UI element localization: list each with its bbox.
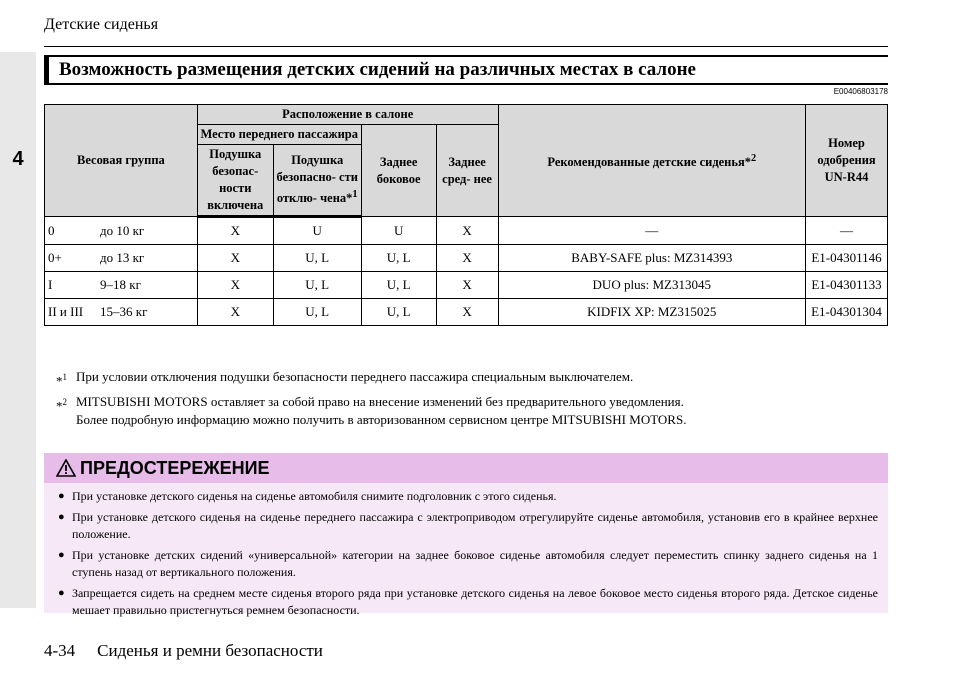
header-airbag-on: Подушка безопас- ности включена: [197, 145, 273, 217]
footnote-text: Более подробную информацию можно получить в авторизованном сервисном центре MITSUBISHI MOTORS.: [76, 412, 687, 428]
header-weight-group: Весовая группа: [45, 105, 198, 217]
rear-side-cell: U, L: [361, 272, 436, 299]
rear-center-cell: X: [436, 245, 498, 272]
header-front-seat: Место переднего пассажира: [197, 125, 361, 145]
bullet-icon: ●: [58, 511, 65, 523]
warning-header: [44, 453, 888, 483]
warning-box: [44, 453, 888, 617]
child-seat-placement-table: [44, 104, 888, 326]
rear-side-cell: U, L: [361, 245, 436, 272]
recommended-cell: KIDFIX XP: MZ315025: [498, 299, 805, 326]
recommended-cell: —: [498, 217, 805, 245]
table-row: [45, 272, 888, 299]
airbag-off-cell: U: [273, 217, 361, 245]
footnote-mark: *$^1$: [56, 372, 67, 389]
document-code: E00406803178: [833, 87, 888, 96]
page-number: 4-34: [44, 641, 76, 660]
list-item: ● При установке детского сиденья на сиденье автомобиля снимите подголовник с этого сиденья.: [58, 489, 557, 503]
footnote-1: [56, 368, 886, 390]
header-recommended: Рекомендованные детские сиденья*$^2$: [498, 105, 805, 217]
weight-group-cell: 0+ до 13 кг: [45, 245, 198, 272]
bullet-icon: ●: [58, 549, 65, 561]
airbag-off-cell: U, L: [273, 245, 361, 272]
header-approval: Номер одобрения UN-R44: [806, 105, 888, 217]
airbag-off-cell: U, L: [273, 299, 361, 326]
running-head: Детские сиденья: [44, 16, 159, 33]
airbag-off-cell: U, L: [273, 272, 361, 299]
footnote-mark: *$^2$: [56, 397, 67, 414]
airbag-on-cell: X: [197, 272, 273, 299]
header-location: Расположение в салоне: [197, 105, 498, 125]
list-item: ● При установке детского сиденья на сиденье переднего пассажира с электроприводом отрегулируйте сиденье автомобиля, установив его в крайнее верхнее положение.: [58, 510, 878, 541]
footer-section-title: Сиденья и ремни безопасности: [97, 641, 323, 660]
bullet-icon: ●: [58, 587, 65, 599]
weight-group-cell: II и III 15–36 кг: [45, 299, 198, 326]
approval-cell: E1-04301133: [806, 272, 888, 299]
page-footer: [44, 641, 323, 661]
approval-cell: E1-04301304: [806, 299, 888, 326]
airbag-on-cell: X: [197, 245, 273, 272]
approval-cell: —: [806, 217, 888, 245]
warning-list: [44, 483, 888, 619]
chapter-side-tab: [0, 52, 36, 608]
footnote-text: MITSUBISHI MOTORS оставляет за собой право на внесение изменений без предварительного уведомления.: [76, 394, 684, 410]
warning-title: ПРЕДОСТЕРЕЖЕНИЕ: [80, 457, 270, 478]
chapter-number: 4: [12, 148, 24, 170]
rear-side-cell: U, L: [361, 299, 436, 326]
recommended-cell: DUO plus: MZ313045: [498, 272, 805, 299]
approval-cell: E1-04301146: [806, 245, 888, 272]
header-rule: [44, 46, 888, 47]
footnotes: [56, 368, 886, 432]
table-row: [45, 217, 888, 245]
rear-center-cell: X: [436, 272, 498, 299]
weight-group-cell: 0 до 10 кг: [45, 217, 198, 245]
list-item: ● Запрещается сидеть на среднем месте сиденья второго ряда при установке детского сиденья на левое боковое место сиденья второго ряда. Детское сиденье мешает правильно пристегнуться ремнем безопасности.: [58, 586, 878, 617]
section-title: Возможность размещения детских сидений на различных местах в салоне: [44, 55, 888, 85]
header-airbag-off: Подушка безопасно- сти отклю- чена*$^1$: [273, 145, 361, 217]
weight-group-cell: I 9–18 кг: [45, 272, 198, 299]
footnote-2: [56, 393, 886, 429]
recommended-cell: BABY-SAFE plus: MZ314393: [498, 245, 805, 272]
rear-side-cell: U: [361, 217, 436, 245]
airbag-on-cell: X: [197, 217, 273, 245]
rear-center-cell: X: [436, 299, 498, 326]
warning-triangle-icon: [56, 459, 76, 477]
airbag-on-cell: X: [197, 299, 273, 326]
rear-center-cell: X: [436, 217, 498, 245]
header-rear-center: Заднее сред- нее: [436, 125, 498, 217]
list-item: ● При установке детских сидений «универсальной» категории на заднее боковое сиденье автомобиля следует переместить спинку заднего сиденья на 1 ступень назад от вертикального положения.: [58, 548, 878, 579]
footnote-text: При условии отключения подушки безопасности переднего пассажира специальным выключателем.: [76, 369, 634, 384]
table-row: [45, 299, 888, 326]
bullet-icon: ●: [58, 490, 65, 502]
header-rear-side: Заднее боковое: [361, 125, 436, 217]
table-row: [45, 245, 888, 272]
